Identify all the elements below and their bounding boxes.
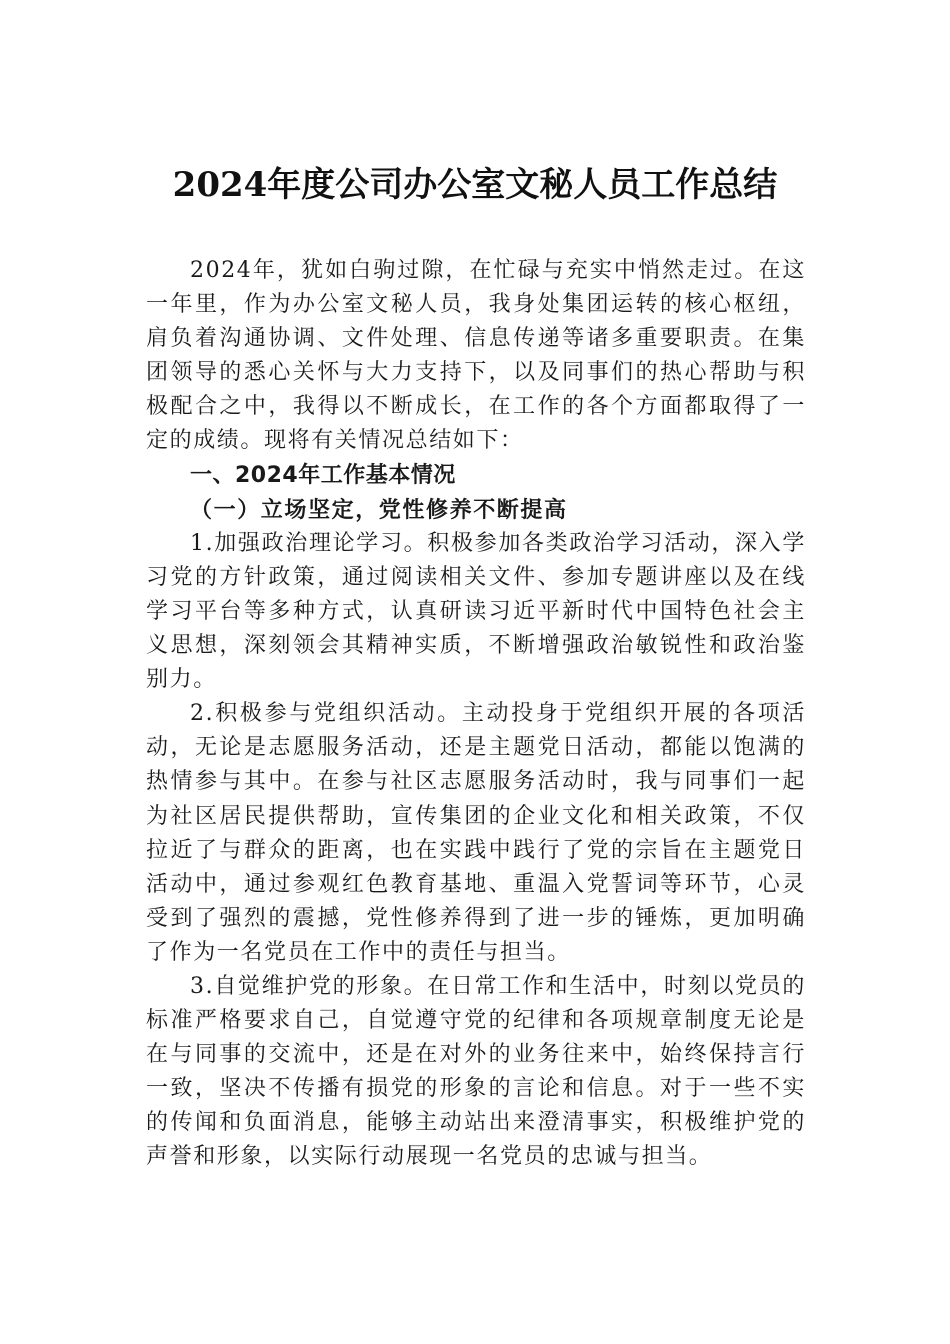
item-paragraph-2: 2.积极参与党组织活动。主动投身于党组织开展的各项活动，无论是志愿服务活动，还是主题党日活动，都能以饱满的热情参与其中。在参与社区志愿服务活动时，我与同事们一起为社区居民提供帮助，宣传集团的企业文化和相关政策，不仅拉近了与群众的距离，也在实践中践行了党的宗旨在主题党日活动中，通过参观红色教育基地、重温入党誓词等环节，心灵受到了强烈的震撼，党性修养得到了进一步的锤炼，更加明确了作为一名党员在工作中的责任与担当。 xyxy=(146,701,806,965)
subsection-heading-1: （一）立场坚定，党性修养不断提高 xyxy=(190,496,568,523)
item-paragraph-1: 1.加强政治理论学习。积极参加各类政治学习活动，深入学习党的方针政策，通过阅读相关文件、参加专题讲座以及在线学习平台等多种方式，认真研读习近平新时代中国特色社会主义思想，深刻领会其精神实质，不断增强政治敏锐性和政治鉴别力。 xyxy=(146,530,806,693)
document-title: 2024年度公司办公室文秘人员工作总结 xyxy=(172,165,778,205)
intro-paragraph: 2024年，犹如白驹过隙，在忙碌与充实中悄然走过。在这一年里，作为办公室文秘人员，我身处集团运转的核心枢纽，肩负着沟通协调、文件处理、信息传递等诸多重要职责。在集团领导的悉心关怀与大力支持下，以及同事们的热心帮助与积极配合之中，我得以不断成长，在工作的各个方面都取得了一定的成绩。现将有关情况总结如下： xyxy=(146,258,806,454)
section-heading-1: 一、2024年工作基本情况 xyxy=(190,462,456,488)
item-paragraph-3: 3.自觉维护党的形象。在日常工作和生活中，时刻以党员的标准严格要求自己，自觉遵守党的纪律和各项规章制度无论是在与同事的交流中，还是在对外的业务往来中，始终保持言行一致，坚决不传播有损党的形象的言论和信息。对于一些不实的传闻和负面消息，能够主动站出来澄清事实，积极维护党的声誉和形象，以实际行动展现一名党员的忠诚与担当。 xyxy=(146,973,806,1170)
document-body xyxy=(146,254,806,1175)
